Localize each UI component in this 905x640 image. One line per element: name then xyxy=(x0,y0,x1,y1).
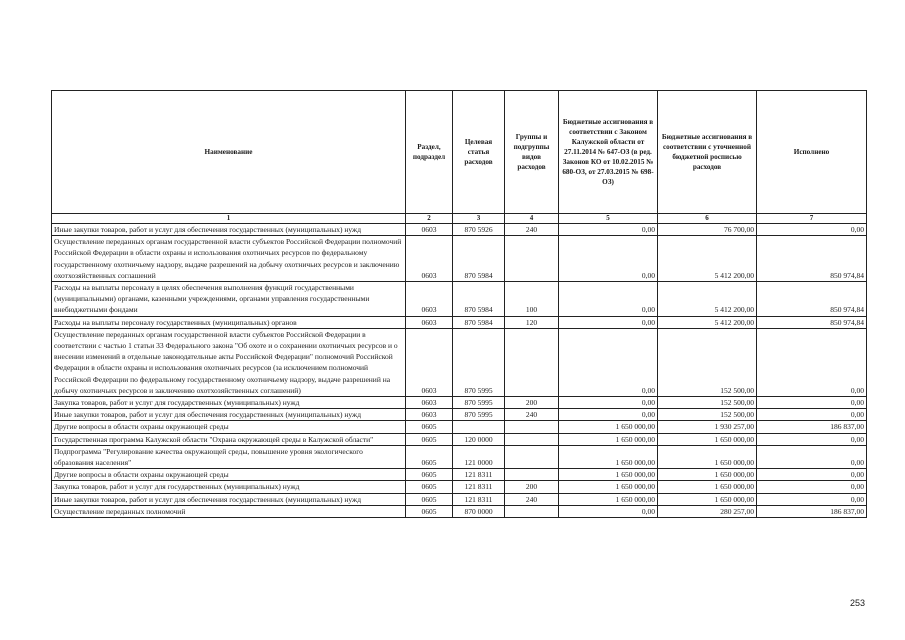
row-name: Другие вопросы в области охраны окружающей среды xyxy=(52,421,406,433)
column-number: 5 xyxy=(559,214,658,224)
header-section: Раздел, подраздел xyxy=(406,91,453,214)
table-row xyxy=(52,236,867,282)
row-group: 200 xyxy=(505,481,559,493)
column-number: 7 xyxy=(757,214,867,224)
row-section: 0605 xyxy=(406,421,453,433)
row-name: Государственная программа Калужской области "Охрана окружающей среды в Калужской области" xyxy=(52,433,406,445)
table-row xyxy=(52,328,867,396)
header-article: Целевая статья расходов xyxy=(453,91,505,214)
row-law-allocation: 0,00 xyxy=(559,236,658,282)
row-group xyxy=(505,421,559,433)
budget-table xyxy=(51,90,867,518)
row-roster-allocation: 1 650 000,00 xyxy=(658,469,757,481)
table-row xyxy=(52,445,867,468)
row-roster-allocation: 5 412 200,00 xyxy=(658,282,757,317)
row-executed: 0,00 xyxy=(757,469,867,481)
row-name: Закупка товаров, работ и услуг для государственных (муниципальных) нужд xyxy=(52,481,406,493)
row-law-allocation: 1 650 000,00 xyxy=(559,445,658,468)
column-number: 2 xyxy=(406,214,453,224)
row-section: 0603 xyxy=(406,328,453,396)
row-name: Подпрограмма "Регулирование качества окружающей среды, повышение уровня экологического образования населения" xyxy=(52,445,406,468)
row-name: Иные закупки товаров, работ и услуг для обеспечения государственных (муниципальных) нужд xyxy=(52,493,406,505)
row-roster-allocation: 1 930 257,00 xyxy=(658,421,757,433)
row-executed: 0,00 xyxy=(757,481,867,493)
row-name: Иные закупки товаров, работ и услуг для обеспечения государственных (муниципальных) нужд xyxy=(52,409,406,421)
header-row xyxy=(52,91,867,214)
row-executed: 0,00 xyxy=(757,224,867,236)
table-row xyxy=(52,421,867,433)
row-group xyxy=(505,445,559,468)
row-name: Расходы на выплаты персоналу государственных (муниципальных) органов xyxy=(52,316,406,328)
row-group xyxy=(505,328,559,396)
column-number-row xyxy=(52,214,867,224)
row-section: 0603 xyxy=(406,316,453,328)
row-article: 870 0000 xyxy=(453,505,505,517)
row-law-allocation: 0,00 xyxy=(559,409,658,421)
row-executed: 0,00 xyxy=(757,493,867,505)
row-group xyxy=(505,433,559,445)
row-article: 121 8311 xyxy=(453,493,505,505)
row-group: 120 xyxy=(505,316,559,328)
row-section: 0605 xyxy=(406,505,453,517)
row-section: 0605 xyxy=(406,445,453,468)
row-group xyxy=(505,505,559,517)
header-executed: Исполнено xyxy=(757,91,867,214)
table-row xyxy=(52,481,867,493)
row-executed: 850 974,84 xyxy=(757,236,867,282)
row-section: 0603 xyxy=(406,397,453,409)
row-article: 870 5926 xyxy=(453,224,505,236)
row-name: Иные закупки товаров, работ и услуг для обеспечения государственных (муниципальных) нужд xyxy=(52,224,406,236)
row-law-allocation: 0,00 xyxy=(559,316,658,328)
row-roster-allocation: 1 650 000,00 xyxy=(658,445,757,468)
table-row xyxy=(52,433,867,445)
row-article: 121 8311 xyxy=(453,481,505,493)
row-section: 0603 xyxy=(406,282,453,317)
row-section: 0603 xyxy=(406,236,453,282)
row-article: 870 5995 xyxy=(453,328,505,396)
row-executed: 0,00 xyxy=(757,433,867,445)
row-executed: 850 974,84 xyxy=(757,282,867,317)
row-roster-allocation: 1 650 000,00 xyxy=(658,493,757,505)
page-number: 253 xyxy=(849,598,865,608)
header-name: Наименование xyxy=(52,91,406,214)
table-row xyxy=(52,282,867,317)
row-section: 0605 xyxy=(406,481,453,493)
header-group: Группы и подгруппы видов расходов xyxy=(505,91,559,214)
row-executed: 0,00 xyxy=(757,328,867,396)
column-number: 3 xyxy=(453,214,505,224)
row-group: 100 xyxy=(505,282,559,317)
row-section: 0603 xyxy=(406,409,453,421)
row-name: Осуществление переданных органам государственной власти субъектов Российской Федерации полномочий Российской Федерации в области охраны и использования охотничьих ресурсов по федеральному государственному охотничьему надзору, выдаче разрешений на добычу охотничьих ресурсов и заключению охотхозяйственных соглашений xyxy=(52,236,406,282)
row-law-allocation: 1 650 000,00 xyxy=(559,481,658,493)
column-number: 6 xyxy=(658,214,757,224)
row-roster-allocation: 76 700,00 xyxy=(658,224,757,236)
row-roster-allocation: 152 500,00 xyxy=(658,328,757,396)
row-law-allocation: 1 650 000,00 xyxy=(559,493,658,505)
row-roster-allocation: 152 500,00 xyxy=(658,409,757,421)
row-article: 121 0000 xyxy=(453,445,505,468)
row-group: 240 xyxy=(505,493,559,505)
row-law-allocation: 0,00 xyxy=(559,282,658,317)
row-group xyxy=(505,236,559,282)
row-roster-allocation: 280 257,00 xyxy=(658,505,757,517)
row-group: 240 xyxy=(505,224,559,236)
row-name: Осуществление переданных полномочий xyxy=(52,505,406,517)
row-group: 240 xyxy=(505,409,559,421)
column-number: 1 xyxy=(52,214,406,224)
row-roster-allocation: 5 412 200,00 xyxy=(658,236,757,282)
row-roster-allocation: 1 650 000,00 xyxy=(658,433,757,445)
header-roster-allocation: Бюджетные ассигнования в соответствии с уточненной бюджетной росписью расходов xyxy=(658,91,757,214)
table-row xyxy=(52,409,867,421)
row-group: 200 xyxy=(505,397,559,409)
row-law-allocation: 1 650 000,00 xyxy=(559,421,658,433)
row-section: 0605 xyxy=(406,433,453,445)
table-row xyxy=(52,469,867,481)
row-article xyxy=(453,421,505,433)
row-law-allocation: 0,00 xyxy=(559,505,658,517)
row-section: 0605 xyxy=(406,469,453,481)
row-name: Расходы на выплаты персоналу в целях обеспечения выполнения функций государственными (муниципальными) органами, казенными учреждениями, органами управления государственными внебюджетными фондами xyxy=(52,282,406,317)
row-name: Осуществление переданных органам государственной власти субъектов Российской Федерации в соответствии с частью 1 статьи 33 Федерального закона "Об охоте и о сохранении охотничьих ресурсов и о внесении изменений в отдельные законодательные акты Российской Федерации" полномочий Российской Федерации в области охраны и использования охотничьих ресурсов (за исключением полномочий Российской Федерации по федеральному государственному охотничьему надзору, выдаче разрешений на добычу охотничьих ресурсов и заключению охотхозяйственных соглашений) xyxy=(52,328,406,396)
row-article: 121 8311 xyxy=(453,469,505,481)
column-number: 4 xyxy=(505,214,559,224)
row-name: Другие вопросы в области охраны окружающей среды xyxy=(52,469,406,481)
row-roster-allocation: 152 500,00 xyxy=(658,397,757,409)
row-law-allocation: 0,00 xyxy=(559,224,658,236)
row-executed: 0,00 xyxy=(757,397,867,409)
row-law-allocation: 0,00 xyxy=(559,328,658,396)
row-section: 0603 xyxy=(406,224,453,236)
row-executed: 186 837,00 xyxy=(757,421,867,433)
row-law-allocation: 1 650 000,00 xyxy=(559,469,658,481)
table-row xyxy=(52,493,867,505)
row-article: 870 5995 xyxy=(453,409,505,421)
table-row xyxy=(52,397,867,409)
row-roster-allocation: 5 412 200,00 xyxy=(658,316,757,328)
row-article: 870 5984 xyxy=(453,282,505,317)
row-law-allocation: 1 650 000,00 xyxy=(559,433,658,445)
row-law-allocation: 0,00 xyxy=(559,397,658,409)
row-article: 870 5984 xyxy=(453,316,505,328)
row-section: 0605 xyxy=(406,493,453,505)
row-executed: 850 974,84 xyxy=(757,316,867,328)
row-article: 870 5984 xyxy=(453,236,505,282)
row-roster-allocation: 1 650 000,00 xyxy=(658,481,757,493)
row-article: 120 0000 xyxy=(453,433,505,445)
header-law-allocation: Бюджетные ассигнования в соответствии с Законом Калужской области от 27.11.2014 № 647-ОЗ (в ред. Законов КО от 10.02.2015 № 680-ОЗ, от 27.03.2015 № 698-ОЗ) xyxy=(559,91,658,214)
row-executed: 0,00 xyxy=(757,409,867,421)
table-row xyxy=(52,316,867,328)
row-group xyxy=(505,469,559,481)
table-row xyxy=(52,224,867,236)
row-article: 870 5995 xyxy=(453,397,505,409)
row-executed: 0,00 xyxy=(757,445,867,468)
row-executed: 186 837,00 xyxy=(757,505,867,517)
row-name: Закупка товаров, работ и услуг для государственных (муниципальных) нужд xyxy=(52,397,406,409)
table-row xyxy=(52,505,867,517)
